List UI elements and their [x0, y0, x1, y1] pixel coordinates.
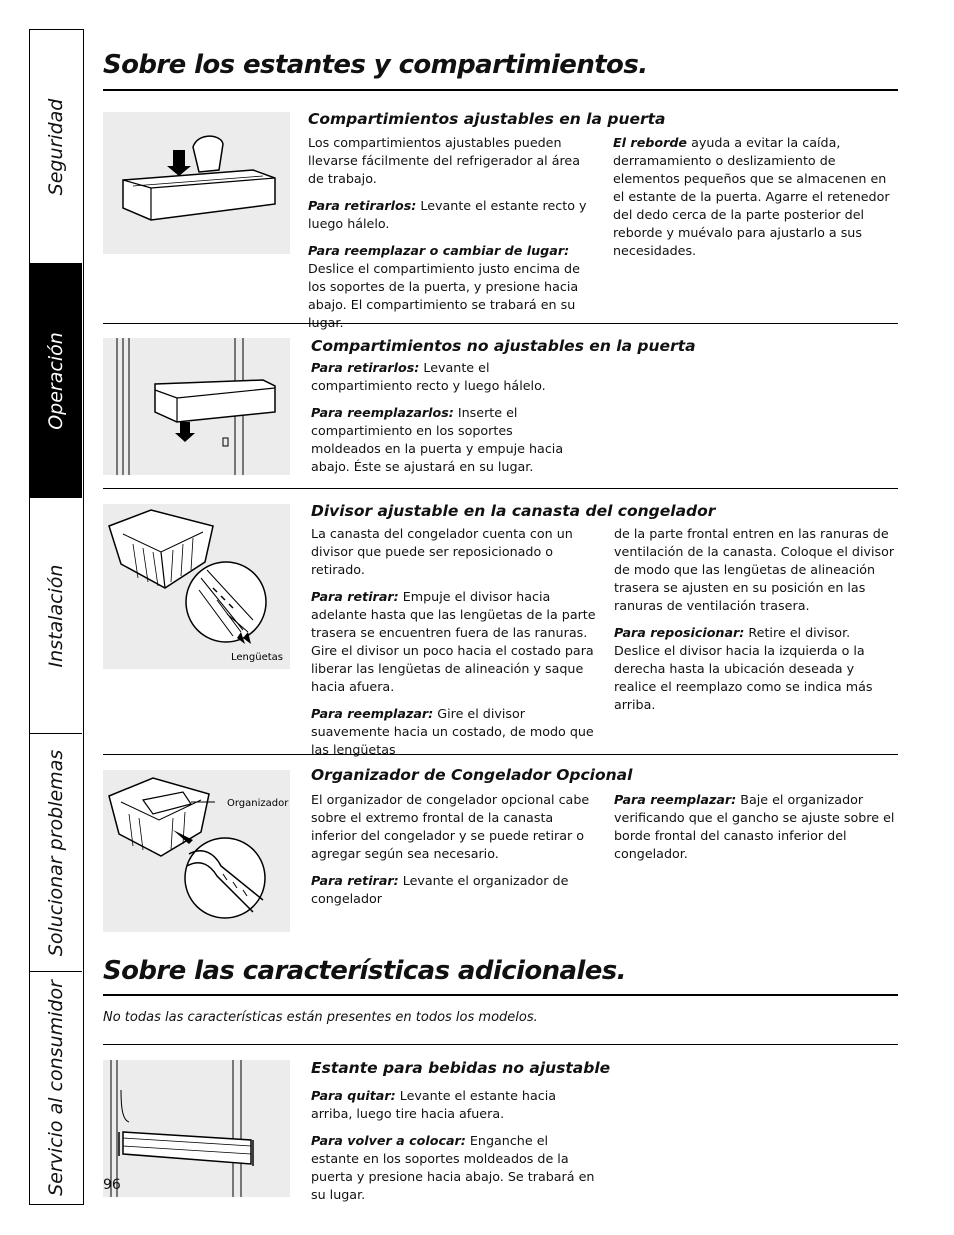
- tab-label: Solucionar problemas: [45, 749, 67, 956]
- text-column: [613, 134, 898, 269]
- paragraph: Para retirarlos: Levante el estante recto y luego hálelo.: [308, 198, 587, 231]
- paragraph: Para retirar: Levante el organizador de congelador: [311, 873, 569, 906]
- tab-operacion[interactable]: [30, 264, 82, 498]
- adjustable-bin-illustration: [103, 112, 290, 254]
- section-divider: [103, 323, 898, 324]
- section-title: Compartimientos no ajustables en la puerta: [311, 337, 696, 355]
- tab-label: Seguridad: [45, 98, 67, 195]
- text-column: [311, 359, 581, 485]
- nonadjustable-bin-illustration: [103, 338, 290, 475]
- lenguetas-callout: Lengüetas: [231, 652, 283, 663]
- page-number: 96: [103, 1177, 121, 1193]
- paragraph: Para reposicionar: Retire el divisor. Deslice el divisor hacia la izquierda o la derecha hasta la ubicación deseada y realice el reemplazo como se indica más arriba.: [614, 625, 873, 712]
- section-title: Estante para bebidas no ajustable: [311, 1059, 611, 1077]
- paragraph: La canasta del congelador cuenta con un divisor que puede ser reposicionado o retirado.: [311, 526, 573, 577]
- paragraph: de la parte frontal entren en las ranuras de ventilación de la canasta. Coloque el divisor de modo que las lengüetas de alineación trasera se ajusten en su posición en las ranuras de ventilación trasera.: [614, 526, 895, 613]
- tab-servicio-al-consumidor[interactable]: [30, 972, 82, 1203]
- tab-seguridad[interactable]: [30, 30, 82, 264]
- freezer-divider-illustration: [103, 504, 290, 669]
- tab-label: Servicio al consumidor: [45, 979, 67, 1196]
- paragraph: Para reemplazar: Gire el divisor suavemente hacia un costado, de modo que las lengüetas: [311, 706, 594, 757]
- section-title: Organizador de Congelador Opcional: [311, 766, 633, 784]
- tab-instalacion[interactable]: [30, 498, 82, 734]
- paragraph: Para retirar: Empuje el divisor hacia adelante hasta que las lengüetas de la parte trasera se encuentren fuera de las ranuras. Gire el divisor un poco hacia el costado para liberar las lengüetas de alineación y saque hacia afuera.: [311, 589, 596, 694]
- paragraph: Para reemplazarlos: Inserte el compartimiento en los soportes moldeados en la puerta y empuje hacia abajo. Éste se ajustará en su lugar.: [311, 405, 564, 474]
- paragraph: Para reemplazar o cambiar de lugar: Deslice el compartimiento justo encima de los soportes de la puerta, y presione hacia abajo. El compartimiento se trabará en su lugar.: [308, 243, 580, 330]
- text-column: [308, 134, 598, 341]
- paragraph: Para reemplazar: Baje el organizador verificando que el gancho se ajuste sobre el borde frontal del canasto inferior del congelador.: [614, 792, 895, 861]
- tab-label: Operación: [45, 331, 67, 430]
- organizador-callout: Organizador: [227, 798, 289, 809]
- title-rule: [103, 89, 898, 91]
- text-column: [614, 525, 898, 723]
- features-title: Sobre las características adicionales.: [103, 956, 626, 986]
- section-divider: [103, 1044, 898, 1045]
- title-rule: [103, 994, 898, 996]
- section-title: Compartimientos ajustables en la puerta: [308, 110, 666, 128]
- paragraph: El organizador de congelador opcional cabe sobre el extremo frontal de la canasta inferior del congelador y se puede retirar o agregar según sea necesario.: [311, 792, 590, 861]
- side-navigation: [29, 29, 84, 1205]
- paragraph: Los compartimientos ajustables pueden llevarse fácilmente del refrigerador al área de trabajo.: [308, 135, 581, 186]
- section-title: Divisor ajustable en la canasta del congelador: [311, 502, 716, 520]
- paragraph: Para quitar: Levante el estante hacia arriba, luego tire hacia afuera.: [311, 1088, 557, 1121]
- tab-label: Instalación: [45, 564, 67, 667]
- text-column: [311, 525, 599, 768]
- page-title: Sobre los estantes y compartimientos.: [103, 50, 648, 80]
- paragraph: El reborde ayuda a evitar la caída, derramamiento o deslizamiento de elementos pequeños que se almacenen en el estante de la puerta. Agarre el retenedor del dedo cerca de la parte posterior del reborde y muévalo para ajustarlo a sus necesidades.: [613, 135, 890, 258]
- text-column: [311, 791, 599, 917]
- paragraph: Para retirarlos: Levante el compartimiento recto y luego hálelo.: [311, 360, 546, 393]
- section-divider: [103, 754, 898, 755]
- section-divider: [103, 488, 898, 489]
- beverage-shelf-illustration: [103, 1060, 290, 1197]
- models-note: No todas las características están presentes en todos los modelos.: [103, 1010, 538, 1025]
- tab-solucionar-problemas[interactable]: [30, 734, 82, 972]
- text-column: [614, 791, 898, 872]
- freezer-organizer-illustration: [103, 770, 290, 932]
- paragraph: Para volver a colocar: Enganche el estante en los soportes moldeados de la puerta y presione hacia abajo. Se trabará en su lugar.: [311, 1133, 595, 1202]
- text-column: [311, 1087, 595, 1213]
